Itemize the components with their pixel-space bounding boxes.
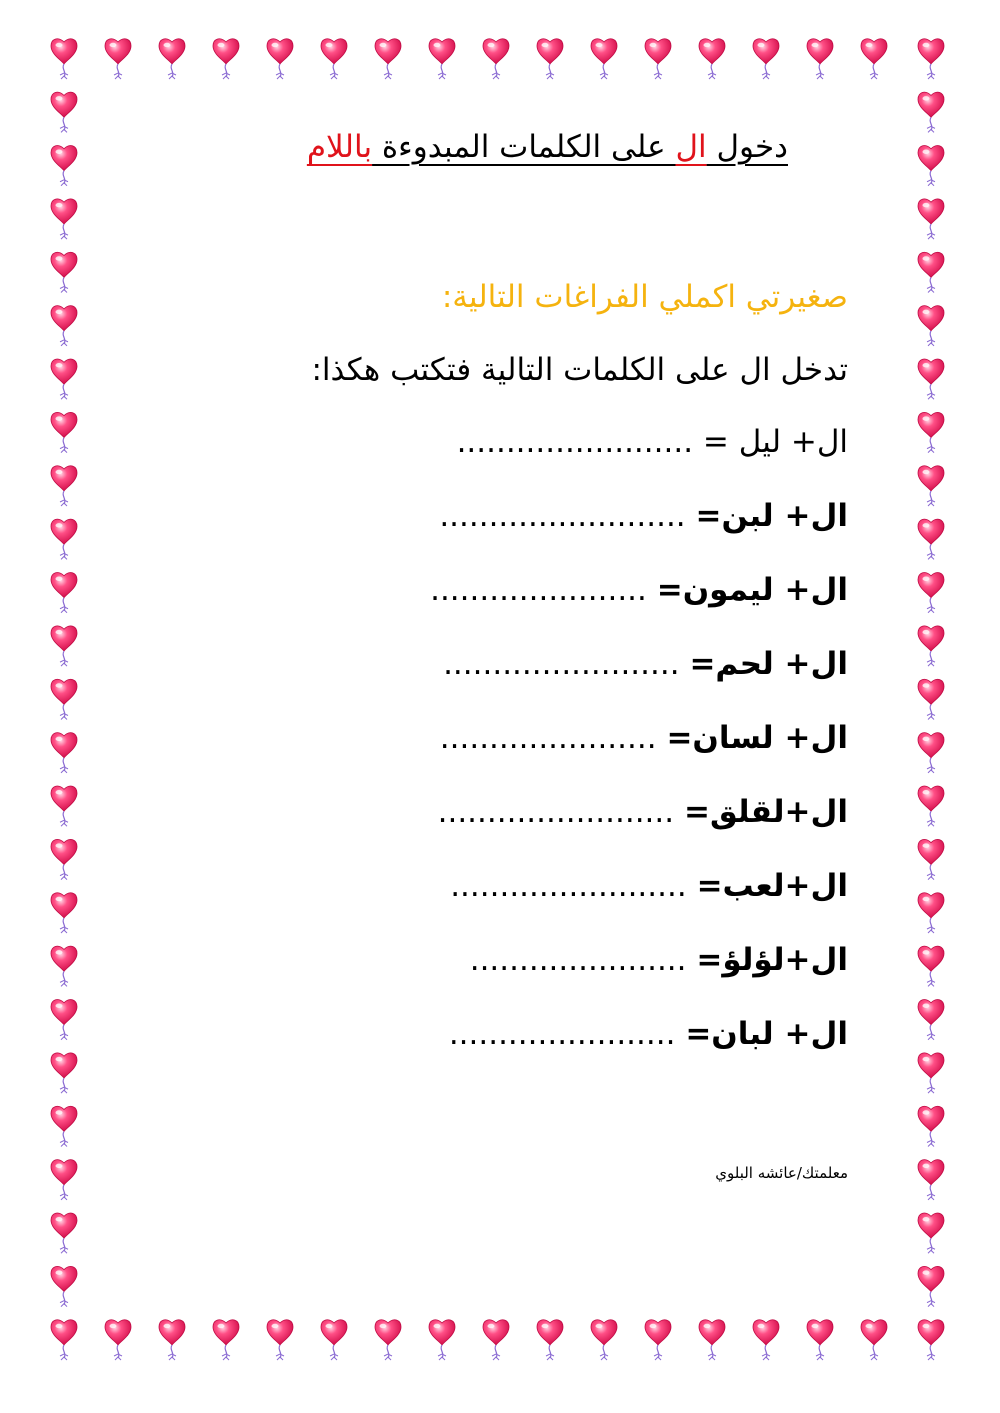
heart-balloon-icon — [918, 252, 944, 292]
heart-balloon-icon — [213, 1320, 239, 1360]
page-title — [307, 125, 788, 169]
answer-blank[interactable]: ......................... — [439, 498, 686, 534]
heart-balloon-icon — [918, 39, 944, 79]
title-part-1: دخول — [706, 129, 788, 165]
title-accent-billam: باللام — [306, 129, 373, 165]
heart-balloon-icon — [51, 626, 77, 666]
heart-balloon-icon — [918, 1053, 944, 1093]
heart-balloon-icon — [483, 1320, 509, 1360]
heart-balloon-icon — [591, 1320, 617, 1360]
exercise-row — [430, 568, 848, 612]
exercise-word: ال+ لسان= — [666, 720, 848, 756]
heart-balloon-icon — [918, 733, 944, 773]
heart-balloon-icon — [918, 359, 944, 399]
heart-balloon-icon — [375, 1320, 401, 1360]
heart-balloon-icon — [918, 786, 944, 826]
exercise-row — [439, 494, 848, 538]
heart-balloon-icon — [267, 1320, 293, 1360]
heart-balloon-icon — [51, 1000, 77, 1040]
exercise-row — [438, 790, 848, 834]
heart-balloon-icon — [753, 1320, 779, 1360]
title-part-3: على الكلمات المبدوءة — [372, 129, 676, 165]
exercise-word: ال+لؤلؤ= — [696, 942, 848, 978]
teacher-signature: معلمتك/عائشه البلوي — [715, 1164, 848, 1182]
heart-balloon-icon — [918, 466, 944, 506]
heart-balloon-icon — [213, 39, 239, 79]
heart-balloon-icon — [918, 946, 944, 986]
exercise-word: ال+ لبان= — [685, 1016, 848, 1052]
exercise-row — [443, 642, 848, 686]
heart-balloon-icon — [918, 679, 944, 719]
heart-balloon-icon — [429, 1320, 455, 1360]
heart-balloon-icon — [918, 146, 944, 186]
exercise-word: ال+ ليمون= — [656, 572, 848, 608]
heart-balloon-icon — [591, 39, 617, 79]
exercise-row — [440, 716, 848, 760]
exercise-row — [450, 864, 848, 908]
heart-balloon-icon — [321, 39, 347, 79]
exercise-word: ال+لعب= — [696, 868, 848, 904]
exercise-word: ال+ ليل = — [702, 424, 848, 460]
exercise-row — [457, 420, 848, 464]
heart-balloon-icon — [105, 39, 131, 79]
heart-balloon-icon — [51, 1106, 77, 1146]
heart-balloon-icon — [918, 519, 944, 559]
exercise-row — [470, 938, 848, 982]
heart-balloon-icon — [51, 306, 77, 346]
heart-balloon-icon — [918, 1000, 944, 1040]
heart-balloon-icon — [918, 1213, 944, 1253]
heart-balloon-icon — [918, 573, 944, 613]
instruction-text: صغيرتي اكملي الفراغات التالية: — [441, 279, 848, 315]
heart-balloon-icon — [51, 839, 77, 879]
answer-blank[interactable]: ........................ — [443, 646, 680, 682]
heart-balloon-icon — [321, 1320, 347, 1360]
heart-balloon-icon — [375, 39, 401, 79]
heart-balloon-icon — [918, 92, 944, 132]
heart-balloon-icon — [918, 412, 944, 452]
heart-balloon-icon — [159, 39, 185, 79]
heart-balloon-icon — [699, 1320, 725, 1360]
heart-balloon-icon — [51, 733, 77, 773]
heart-balloon-icon — [645, 1320, 671, 1360]
heart-balloon-icon — [51, 946, 77, 986]
heart-balloon-icon — [537, 1320, 563, 1360]
exercise-row — [449, 1012, 848, 1056]
heart-balloon-icon — [51, 359, 77, 399]
answer-blank[interactable]: ........................ — [450, 868, 687, 904]
heart-balloon-icon — [267, 39, 293, 79]
heart-balloon-icon — [51, 92, 77, 132]
answer-blank[interactable]: ...................... — [469, 942, 687, 978]
heart-balloon-icon — [645, 39, 671, 79]
exercise-word: ال+ لبن= — [695, 498, 848, 534]
heart-balloon-icon — [699, 39, 725, 79]
heart-balloon-icon — [51, 1053, 77, 1093]
heart-balloon-icon — [429, 39, 455, 79]
heart-balloon-icon — [51, 1160, 77, 1200]
heart-balloon-icon — [918, 1320, 944, 1360]
heart-balloon-icon — [918, 199, 944, 239]
heart-balloon-icon — [807, 1320, 833, 1360]
heart-balloon-icon — [51, 519, 77, 559]
heart-balloon-icon — [159, 1320, 185, 1360]
heart-balloon-icon — [918, 626, 944, 666]
heart-balloon-icon — [51, 199, 77, 239]
heart-balloon-icon — [918, 306, 944, 346]
heart-balloon-icon — [51, 466, 77, 506]
heart-balloon-icon — [918, 839, 944, 879]
heart-balloon-icon — [51, 786, 77, 826]
answer-blank[interactable]: ...................... — [439, 720, 657, 756]
heart-balloon-icon — [861, 1320, 887, 1360]
heart-balloon-icon — [537, 39, 563, 79]
answer-blank[interactable]: ........................ — [456, 424, 694, 460]
heart-balloon-icon — [51, 412, 77, 452]
heart-balloon-icon — [51, 39, 77, 79]
answer-blank[interactable]: ........................ — [437, 794, 675, 830]
heart-balloon-icon — [861, 39, 887, 79]
heart-balloon-icon — [51, 252, 77, 292]
heart-balloon-icon — [51, 1213, 77, 1253]
exercise-word: ال+لقلق= — [683, 794, 848, 830]
prompt-text: تدخل ال على الكلمات التالية فتكتب هكذا: — [311, 352, 848, 388]
heart-balloon-icon — [807, 39, 833, 79]
answer-blank[interactable]: ...................... — [430, 572, 647, 608]
heart-balloon-icon — [918, 1160, 944, 1200]
heart-balloon-icon — [918, 893, 944, 933]
heart-balloon-icon — [51, 679, 77, 719]
heart-balloon-icon — [51, 146, 77, 186]
heart-balloon-icon — [918, 1106, 944, 1146]
title-accent-al: ال — [675, 129, 707, 165]
heart-balloon-icon — [105, 1320, 131, 1360]
heart-balloon-icon — [51, 573, 77, 613]
heart-balloon-icon — [483, 39, 509, 79]
heart-balloon-icon — [51, 1266, 77, 1306]
heart-balloon-icon — [753, 39, 779, 79]
heart-balloon-icon — [51, 893, 77, 933]
heart-balloon-icon — [918, 1266, 944, 1306]
heart-balloon-icon — [51, 1320, 77, 1360]
answer-blank[interactable]: ....................... — [448, 1016, 676, 1052]
exercise-word: ال+ لحم= — [689, 646, 848, 682]
